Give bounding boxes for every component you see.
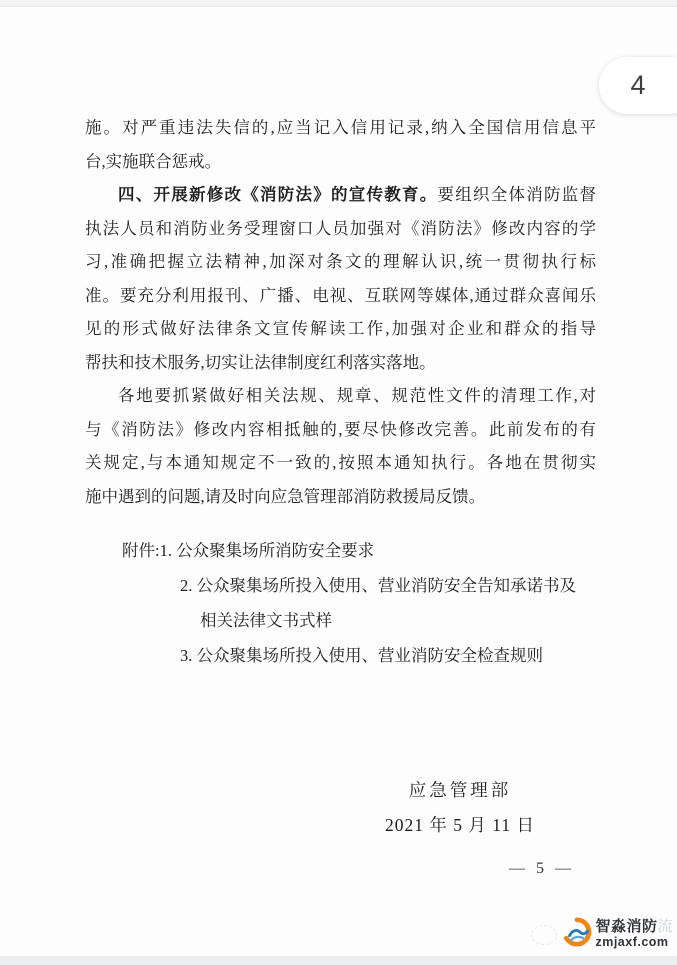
- watermark-text: [595, 920, 673, 949]
- text-line: 准。要充分利用报刊、广播、电视、互联网等媒体,通过群众喜闻乐: [85, 285, 596, 305]
- attachments-list: [85, 533, 596, 673]
- watermark-brand-suffix: 流: [657, 919, 673, 936]
- attachment-item: [85, 533, 596, 568]
- attachment-title: 1. 公众聚集场所消防安全要求: [159, 541, 375, 560]
- text-line: 施中遇到的问题,请及时向应急管理部消防救援局反馈。: [85, 486, 486, 506]
- page-number-badge-value: 4: [630, 70, 646, 100]
- text-line: 与《消防法》修改内容相抵触的,要尽快修改完善。此前发布的有: [85, 419, 596, 439]
- attachments-label: 附件:: [122, 541, 160, 560]
- text-line: 执法人员和消防业务受理窗口人员加强对《消防法》修改内容的学: [85, 218, 596, 238]
- document-body: [85, 111, 596, 513]
- text-line: 关规定,与本通知规定不一致的,按照本通知执行。各地在贯彻实: [85, 453, 596, 472]
- attachment-title: 相关法律文书式样: [200, 611, 332, 630]
- paragraph: [85, 111, 596, 178]
- attachment-title: 3. 公众聚集场所投入使用、营业消防安全检查规则: [180, 646, 543, 665]
- watermark-domain: zmjaxf.com: [595, 934, 669, 949]
- printed-page-number: — 5 —: [509, 860, 571, 877]
- page-number-badge: [599, 57, 677, 114]
- brand-logo-icon: [562, 917, 592, 952]
- attachment-title: 2. 公众聚集场所投入使用、营业消防安全告知承诺书及: [180, 576, 576, 595]
- watermark-brand: [595, 920, 673, 936]
- text-run: 要组织全体消防监督: [437, 185, 596, 204]
- attachment-item: [85, 568, 596, 603]
- watermark-brand-name: 智淼消防: [595, 919, 658, 936]
- text-line: 帮扶和技术服务,切实让法律制度红利落实落地。: [85, 352, 436, 372]
- section-heading: 四、开展新修改《消防法》的宣传教育。: [118, 185, 438, 204]
- ghost-scan-mark: [531, 925, 557, 945]
- paragraph: [85, 178, 596, 379]
- issuing-authority: 应急管理部: [408, 780, 512, 800]
- text-line: 施。对严重违法失信的,应当记入信用记录,纳入全国信用信息平: [85, 118, 596, 137]
- paragraph: [85, 379, 596, 513]
- text-line: [85, 178, 596, 212]
- text-line: 各地要抓紧做好相关法规、规章、规范性文件的清理工作,对: [118, 386, 596, 405]
- scan-edge-strip: [0, 0, 677, 7]
- site-watermark: [531, 917, 673, 952]
- issue-date: 2021 年 5 月 11 日: [385, 815, 535, 835]
- text-line: 见的形式做好法律条文宣传解读工作,加强对企业和群众的指导: [85, 319, 596, 338]
- signature-block: [330, 773, 590, 842]
- text-line: 习,准确把握立法精神,加深对条文的理解认识,统一贯彻执行标: [85, 252, 596, 271]
- attachment-item: [85, 638, 596, 673]
- scan-bottom-bar: [0, 956, 677, 965]
- attachment-item-continuation: [85, 603, 596, 638]
- text-line: 台,实施联合惩戒。: [85, 151, 222, 171]
